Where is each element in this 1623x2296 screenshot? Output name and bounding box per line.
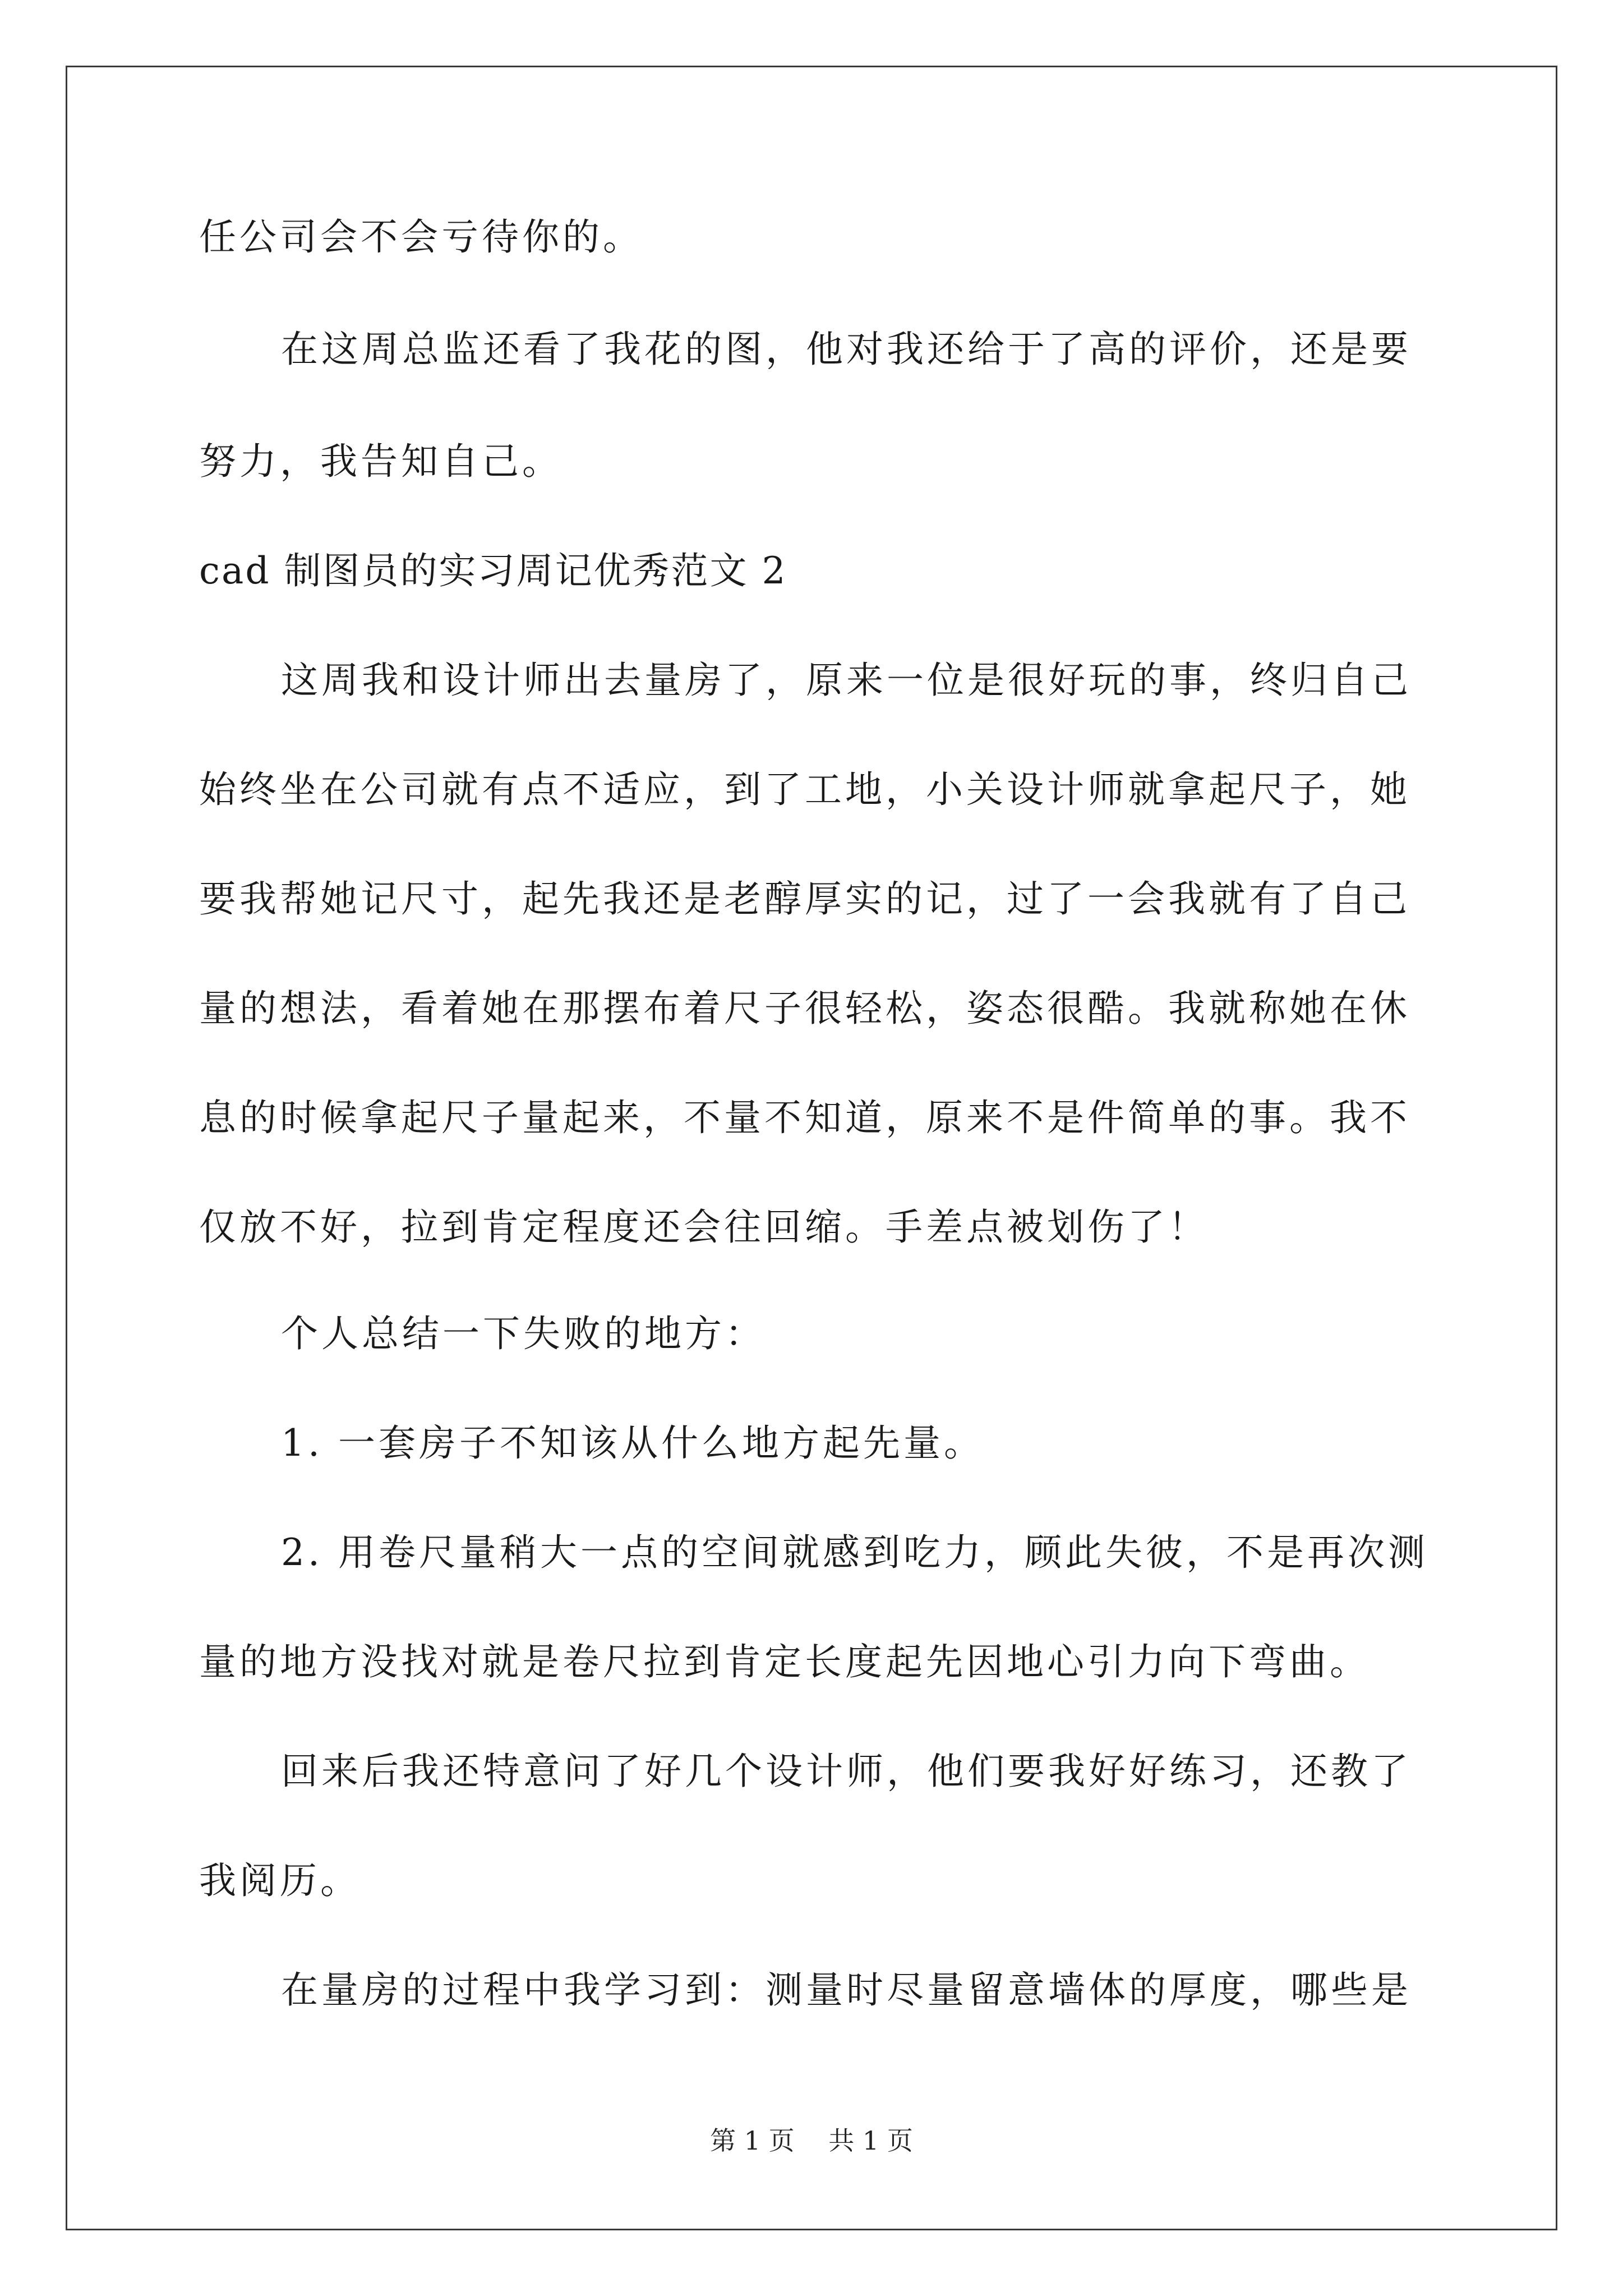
text-line: 我阅历。 <box>199 1859 361 1902</box>
text-line: 始终坐在公司就有点不适应，到了工地，小关设计师就拿起尺子，她 <box>199 768 1410 811</box>
page-number: 第 1 页 共 1 页 <box>710 2125 913 2156</box>
text-line: 努力，我告知自己。 <box>199 440 562 483</box>
text-line: 任公司会不会亏待你的。 <box>199 215 643 259</box>
text-line: 量的地方没找对就是卷尺拉到肯定长度起先因地心引力向下弯曲。 <box>199 1640 1370 1683</box>
paragraph-line: 这周我和设计师出去量房了，原来一位是很好玩的事，终归自己 <box>281 659 1412 702</box>
text-line: 仅放不好，拉到肯定程度还会往回缩。手差点被划伤了！ <box>199 1205 1209 1249</box>
list-item: 2. 用卷尺量稍大一点的空间就感到吃力，顾此失彼，不是再次测 <box>281 1531 1428 1574</box>
paragraph-line: 在这周总监还看了我花的图，他对我还给于了高的评价，还是要 <box>281 328 1412 371</box>
list-item: 1. 一套房子不知该从什么地方起先量。 <box>281 1421 984 1465</box>
paragraph-line: 回来后我还特意问了好几个设计师，他们要我好好练习，还教了 <box>281 1750 1412 1793</box>
page-border <box>66 66 1557 2230</box>
text-line: 量的想法，看着她在那摆布着尺子很轻松，姿态很酷。我就称她在休 <box>199 987 1410 1030</box>
text-line: 息的时候拿起尺子量起来，不量不知道，原来不是件简单的事。我不 <box>199 1096 1410 1139</box>
paragraph-line: 个人总结一下失败的地方： <box>281 1312 766 1355</box>
text-line: 要我帮她记尺寸，起先我还是老醇厚实的记，过了一会我就有了自己 <box>199 877 1410 921</box>
section-heading: cad 制图员的实习周记优秀范文 2 <box>199 549 787 592</box>
paragraph-line: 在量房的过程中我学习到：测量时尽量留意墙体的厚度，哪些是 <box>281 1968 1412 2012</box>
